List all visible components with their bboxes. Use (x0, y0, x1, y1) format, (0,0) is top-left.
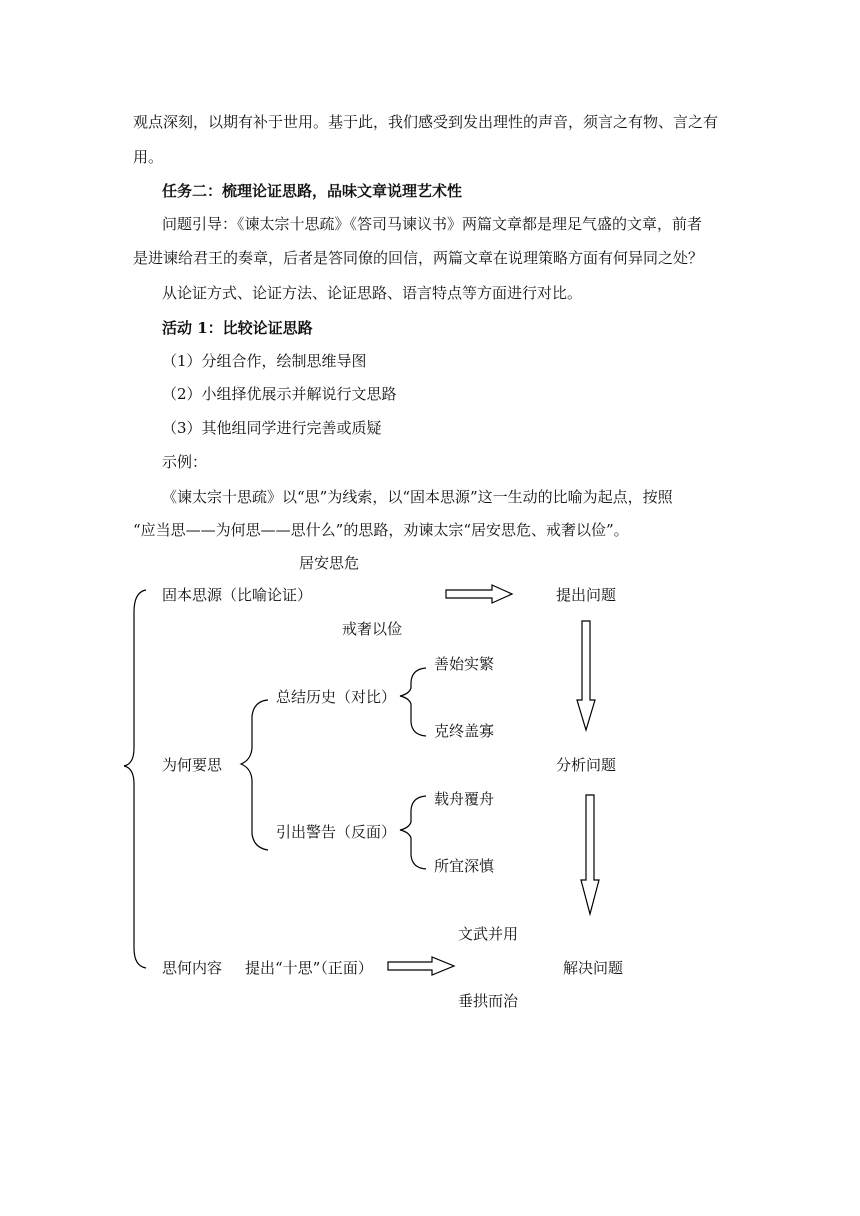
leaf-good-end: 克终盖寡 (434, 722, 495, 740)
note-govern: 垂拱而治 (458, 992, 519, 1010)
leaf-boat: 载舟覆舟 (434, 790, 495, 808)
example-line-1: 《谏太宗十思疏》以“思”为线索，以“固本思源”这一生动的比喻为起点，按照 (162, 488, 673, 506)
leaf-careful: 所宜深慎 (434, 857, 495, 875)
question-guide-line-1: 问题引导：《谏太宗十思疏》《答司马谏议书》两篇文章都是理足气盛的文章，前者 (162, 215, 703, 233)
branch-ten-thoughts: 提出“十思”（正面） (245, 959, 373, 977)
note-safety-danger: 居安思危 (299, 554, 360, 572)
paragraph-continued-line-2: 用。 (133, 148, 164, 166)
step-3: （3）其他组同学进行完善或质疑 (162, 419, 382, 437)
leaf-good-start: 善始实繁 (434, 655, 495, 673)
why-brace (241, 700, 268, 850)
task2-heading: 任务二：梳理论证思路，品味文章说理艺术性 (162, 182, 463, 200)
question-guide-line-2: 是进谏给君王的奏章，后者是答同僚的回信，两篇文章在说理策略方面有何异同之处？ (133, 249, 704, 267)
activity1-heading: 活动 1：比较论证思路 (162, 319, 313, 337)
note-frugal: 戒奢以俭 (342, 620, 403, 638)
step-2: （2）小组择优展示并解说行文思路 (162, 385, 397, 403)
arrow-analyze-to-solve (581, 795, 599, 914)
warning-brace (400, 796, 426, 869)
example-label: 示例： (162, 453, 208, 471)
root-item-metaphor: 固本思源（比喻论证） (162, 586, 313, 604)
arrow-pose-to-analyze (577, 621, 595, 730)
flow-step-solve-question: 解决问题 (563, 959, 624, 977)
arrow-to-pose-question (446, 585, 512, 603)
branch-warning: 引出警告（反面） (276, 823, 397, 841)
arrow-to-solve-question (388, 957, 454, 975)
note-civil-military: 文武并用 (458, 925, 519, 943)
compare-aspects-line: 从论证方式、论证方法、论证思路、语言特点等方面进行对比。 (162, 284, 583, 302)
example-line-2: “应当思——为何思——思什么”的思路，劝谏太宗“居安思危、戒奢以俭”。 (133, 521, 629, 539)
root-item-content: 思何内容 (162, 959, 223, 977)
flow-step-pose-question: 提出问题 (556, 586, 617, 604)
root-item-why: 为何要思 (162, 756, 223, 774)
paragraph-continued-line-1: 观点深刻，以期有补于世用。基于此，我们感受到发出理性的声音，须言之有物、言之有 (133, 113, 719, 131)
flow-step-analyze-question: 分析问题 (556, 756, 617, 774)
step-1: （1）分组合作，绘制思维导图 (162, 352, 367, 370)
root-brace (124, 590, 146, 968)
history-brace (400, 668, 426, 736)
branch-history: 总结历史（对比） (276, 688, 397, 706)
